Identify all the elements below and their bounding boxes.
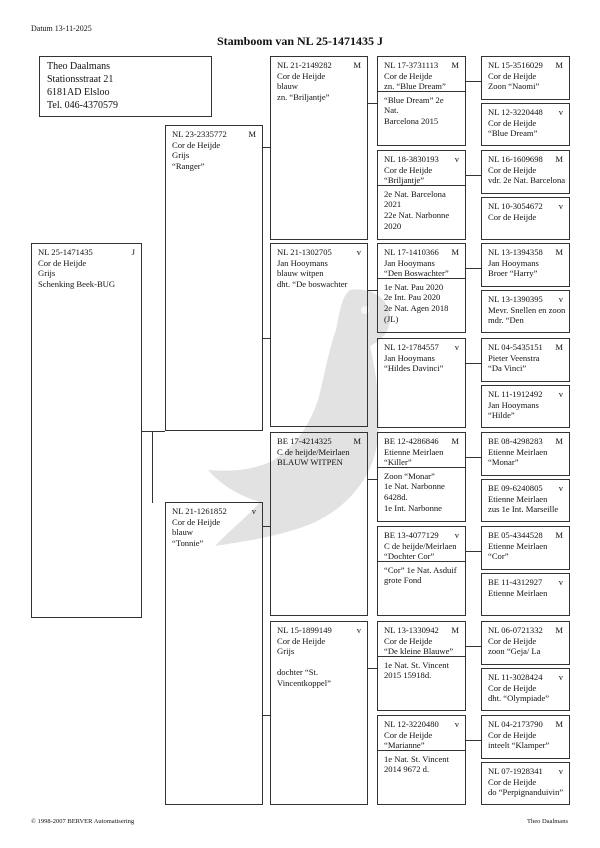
gen5-card (481, 103, 570, 146)
gen5-card (481, 621, 570, 665)
note-separator (378, 561, 465, 562)
note-separator (378, 750, 465, 751)
great-grandparent-card (377, 243, 466, 333)
great-grandparent-card (377, 432, 466, 522)
owner-phone: Tel. 046-4370579 (47, 100, 118, 111)
info-line: Cor de Heijde (384, 729, 433, 740)
ring-header (384, 436, 459, 447)
info-line: Cor de Heijde (488, 635, 537, 646)
gen5-card (481, 243, 570, 287)
info-line: Etienne Meirlaen (384, 446, 444, 457)
grandparent-card (270, 243, 368, 427)
connector-line (368, 668, 377, 669)
info-line: mdr. “Den (488, 315, 524, 326)
note-line: 2021 (384, 199, 402, 210)
note-line: Barcelona 2015 (384, 115, 439, 126)
info-line: Cor de Heijde (488, 776, 537, 787)
connector-line (263, 526, 270, 527)
ring-header (488, 577, 563, 588)
connector-line (263, 147, 270, 148)
ring-number: NL 10-3054672 (488, 201, 543, 211)
info-line: Jan Hooymans (277, 257, 328, 268)
sex-marker: M (555, 60, 563, 70)
note-line: 2e Int. Pau 2020 (384, 292, 441, 303)
sex-marker: M (451, 436, 459, 446)
info-line: blauw (172, 527, 194, 538)
info-line: Schenking Beek-BUG (38, 278, 116, 289)
info-line: Cor de Heijde (277, 70, 326, 81)
ring-number: BE 13-4077129 (384, 530, 439, 540)
sex-marker: M (353, 60, 361, 70)
info-line: Cor de Heijde (277, 635, 326, 646)
great-grandparent-card (377, 56, 466, 146)
ring-number: NL 12-1784557 (384, 342, 439, 352)
ring-number: NL 12-3220448 (488, 107, 543, 117)
info-line: zn. “Briljantje” (277, 91, 330, 102)
achievement-note (384, 471, 459, 513)
sex-marker: M (451, 60, 459, 70)
ring-number: BE 17-4214325 (277, 436, 332, 446)
connector-line (368, 290, 377, 291)
connector-line (466, 363, 481, 364)
info-line: Cor de Heijde (488, 729, 537, 740)
info-line: Cor de Heijde (38, 257, 87, 268)
great-grandparent-card (377, 526, 466, 616)
note-line: 1e Nat. St. Vincent (384, 659, 449, 670)
subject-card (31, 243, 142, 618)
connector-line (263, 715, 270, 716)
ring-header (277, 625, 361, 636)
info-line: zn. “Blue Dream” (384, 81, 446, 92)
note-line: “Blue Dream” 2e Nat. (384, 94, 444, 116)
info-line: Etienne Meirlaen (488, 446, 548, 457)
owner-name: Theo Daalmans (47, 61, 111, 72)
note-line: 22e Nat. Narbonne (384, 209, 450, 220)
sex-marker: M (451, 247, 459, 257)
info-line: Jan Hooymans (384, 352, 435, 363)
ring-number: BE 12-4286846 (384, 436, 439, 446)
gen5-card (481, 526, 570, 570)
ring-header (488, 389, 563, 400)
ring-number: NL 21-1302705 (277, 247, 332, 257)
ring-header (488, 483, 563, 494)
info-line: “Tonnie” (172, 537, 204, 548)
ring-number: NL 16-1609698 (488, 154, 543, 164)
note-separator (378, 656, 465, 657)
ring-header (384, 60, 459, 71)
ring-header (488, 672, 563, 683)
sex-marker: v (454, 719, 459, 729)
ring-header (488, 766, 563, 777)
note-line: 6428d. (384, 491, 408, 502)
info-line: C de heijde/Meirlaen (277, 446, 350, 457)
sex-marker: M (555, 625, 563, 635)
info-line: Broer “Harry” (488, 268, 538, 279)
ring-header (384, 154, 459, 165)
footer-copyright: © 1998-2007 BERVER Automatisering (31, 818, 135, 825)
gen5-card (481, 338, 570, 382)
ring-header (384, 530, 459, 541)
achievement-note (384, 282, 459, 324)
info-line: Cor de Heijde (488, 682, 537, 693)
info-line: “Hildes Davinci” (384, 363, 444, 374)
ring-number: NL 17-1410366 (384, 247, 439, 257)
info-line: dht. “De boswachter (277, 278, 348, 289)
achievement-note (384, 95, 459, 127)
note-line: 2e Nat. Agen 2018 (384, 302, 449, 313)
ring-number: NL 04-5435151 (488, 342, 543, 352)
connector-line (152, 431, 153, 503)
info-line: BLAUW WITPEN (277, 457, 343, 468)
ring-number: NL 06-0721332 (488, 625, 543, 635)
info-line: blauw witpen (277, 268, 324, 279)
sex-marker: M (451, 625, 459, 635)
ring-number: NL 11-3028424 (488, 672, 543, 682)
great-grandparent-card (377, 715, 466, 805)
info-line: “Blue Dream” (488, 128, 538, 139)
info-line: “Marianne” (384, 740, 425, 751)
date-label: Datum 13-11-2025 (31, 24, 92, 33)
note-line: 1e Nat. Pau 2020 (384, 281, 444, 292)
info-line: “Cor” (488, 551, 509, 562)
connector-line (368, 479, 377, 480)
info-line: blauw (277, 81, 299, 92)
ring-number: NL 11-1912492 (488, 389, 543, 399)
sex-marker: J (131, 247, 135, 257)
ring-header (488, 294, 563, 305)
gen5-card (481, 715, 570, 759)
ring-header (172, 506, 256, 517)
sex-marker: v (454, 342, 459, 352)
info-line: “Da Vinci” (488, 363, 527, 374)
ring-number: NL 12-3220480 (384, 719, 439, 729)
ring-number: NL 21-2149282 (277, 60, 332, 70)
ring-number: BE 11-4312927 (488, 577, 543, 587)
info-line: Grijs (172, 150, 190, 161)
great-grandparent-card (377, 338, 466, 428)
ring-number: NL 15-3516029 (488, 60, 543, 70)
info-line: vdr. 2e Nat. Barcelona (488, 175, 566, 186)
achievement-note (384, 660, 459, 681)
ring-number: NL 21-1261852 (172, 506, 227, 516)
info-line: dochter “St. (277, 667, 319, 678)
note-line: 2e Nat. Barcelona (384, 188, 446, 199)
connector-line (466, 175, 481, 176)
gen5-card (481, 573, 570, 616)
note-line: 1e Int. Narbonne (384, 502, 442, 513)
info-line: Cor de Heijde (172, 516, 221, 527)
ring-header (277, 247, 361, 258)
connector-line (466, 551, 481, 552)
ring-header (488, 436, 563, 447)
info-line: Cor de Heijde (172, 139, 221, 150)
ring-number: NL 23-2335772 (172, 129, 227, 139)
info-line: “Monar” (488, 457, 519, 468)
connector-line (466, 81, 481, 82)
gen5-card (481, 150, 570, 194)
sex-marker: v (454, 530, 459, 540)
owner-box (39, 56, 212, 117)
ring-header (384, 625, 459, 636)
ring-header (488, 107, 563, 118)
sex-marker: v (558, 389, 563, 399)
note-separator (378, 185, 465, 186)
note-line: (JL) (384, 313, 399, 324)
ring-header (384, 719, 459, 730)
info-line: Jan Hooymans (384, 257, 435, 268)
ring-number: NL 25-1471435 (38, 247, 93, 257)
ring-header (172, 129, 256, 140)
gen5-card (481, 197, 570, 240)
info-line: Vincentkoppel” (277, 677, 331, 688)
ring-number: NL 18-3830193 (384, 154, 439, 164)
connector-line (466, 646, 481, 647)
info-line: Cor de Heijde (488, 164, 537, 175)
ring-header (277, 60, 361, 71)
ring-header (384, 342, 459, 353)
grandparent-card (270, 621, 368, 805)
achievement-note (384, 189, 459, 231)
ring-header (488, 625, 563, 636)
footer-owner: Theo Daalmans (527, 818, 568, 825)
info-line: C de heijde/Meirlaen (384, 540, 457, 551)
ring-number: BE 09-6240805 (488, 483, 543, 493)
info-line (277, 657, 361, 668)
ring-number: NL 13-1390395 (488, 294, 543, 304)
ring-header (277, 436, 361, 447)
gen5-card (481, 56, 570, 100)
note-line: 2014 9672 d. (384, 764, 430, 775)
info-line: “De kleine Blauwe” (384, 646, 454, 657)
ring-header (488, 60, 563, 71)
sex-marker: v (356, 625, 361, 635)
owner-street: Stationsstraat 21 (47, 74, 114, 85)
info-line: Grijs (38, 268, 56, 279)
ring-number: NL 13-1394358 (488, 247, 543, 257)
ring-header (38, 247, 135, 258)
gen5-card (481, 290, 570, 333)
sex-marker: M (555, 436, 563, 446)
sex-marker: M (248, 129, 256, 139)
info-line: “Dochter Cor” (384, 551, 435, 562)
gen5-card (481, 668, 570, 711)
info-line: zus 1e Int. Marseille (488, 504, 559, 515)
info-line: “Briljantje” (384, 175, 425, 186)
sex-marker: v (558, 107, 563, 117)
info-line: Etienne Meirlaen (488, 587, 548, 598)
note-line: 2015 15918d. (384, 670, 432, 681)
info-line: Jan Hooymans (488, 257, 539, 268)
info-line: “Hilde” (488, 410, 515, 421)
sex-marker: v (558, 577, 563, 587)
info-line: Cor de Heijde (488, 117, 537, 128)
note-line: 1e Nat. Narbonne (384, 481, 445, 492)
ring-number: NL 04-2173790 (488, 719, 543, 729)
gen5-card (481, 432, 570, 476)
ring-number: NL 15-1899149 (277, 625, 332, 635)
note-line: grote Fond (384, 575, 422, 586)
info-line: inteelt “Klamper” (488, 740, 550, 751)
connector-line (263, 338, 270, 339)
parent-dam-card (165, 502, 263, 805)
info-line: Zoon “Naomi” (488, 81, 540, 92)
connector-line (466, 457, 481, 458)
ring-header (488, 247, 563, 258)
sex-marker: M (555, 719, 563, 729)
great-grandparent-card (377, 621, 466, 711)
info-line: “Killer” (384, 457, 412, 468)
owner-city: 6181AD Elsloo (47, 87, 110, 98)
note-separator (378, 467, 465, 468)
sex-marker: v (251, 506, 256, 516)
ring-header (488, 342, 563, 353)
info-line: Cor de Heijde (384, 70, 433, 81)
grandparent-card (270, 56, 368, 240)
ring-header (488, 530, 563, 541)
info-line: Pieter Veenstra (488, 352, 540, 363)
sex-marker: v (356, 247, 361, 257)
connector-line (466, 740, 481, 741)
connector-line (368, 103, 377, 104)
connector-line (466, 268, 481, 269)
note-separator (378, 91, 465, 92)
info-line: Cor de Heijde (488, 70, 537, 81)
ring-number: NL 17-3731113 (384, 60, 439, 70)
great-grandparent-card (377, 150, 466, 240)
parent-sire-card (165, 125, 263, 431)
connector-line (142, 431, 165, 432)
sex-marker: M (555, 154, 563, 164)
grandparent-card (270, 432, 368, 616)
ring-header (384, 247, 459, 258)
gen5-card (481, 479, 570, 522)
ring-header (488, 154, 563, 165)
ring-number: NL 13-1330942 (384, 625, 439, 635)
info-line: “Den Boswachter” (384, 268, 449, 279)
info-line: Cor de Heijde (384, 164, 433, 175)
info-line: do “Perpignanduivin” (488, 787, 564, 798)
note-line: 2020 (384, 220, 402, 231)
info-line: “Ranger” (172, 160, 205, 171)
ring-header (488, 719, 563, 730)
sex-marker: v (558, 766, 563, 776)
note-line: “Cor” 1e Nat. Asduif (384, 564, 457, 575)
info-line: Cor de Heijde (488, 211, 537, 222)
achievement-note (384, 754, 459, 775)
info-line: Mevr. Snellen en zoon (488, 304, 566, 315)
sex-marker: v (558, 483, 563, 493)
sex-marker: v (558, 294, 563, 304)
sex-marker: M (555, 342, 563, 352)
sex-marker: v (558, 201, 563, 211)
info-line: dht. “Olympiade” (488, 693, 550, 704)
note-line: Zoon “Monar” (384, 470, 435, 481)
sex-marker: v (454, 154, 459, 164)
sex-marker: v (558, 672, 563, 682)
info-line: zoon “Geja/ La (488, 646, 541, 657)
note-line: 1e Nat. St. Vincent (384, 753, 449, 764)
info-line: Etienne Meirlaen (488, 540, 548, 551)
info-line: Grijs (277, 646, 295, 657)
page-title: Stamboom van NL 25-1471435 J (216, 34, 383, 48)
ring-number: BE 08-4298283 (488, 436, 543, 446)
ring-number: BE 05-4344528 (488, 530, 543, 540)
gen5-card (481, 385, 570, 428)
info-line: Jan Hooymans (488, 399, 539, 410)
info-line: Cor de Heijde (384, 635, 433, 646)
sex-marker: M (555, 247, 563, 257)
ring-number: NL 07-1928341 (488, 766, 543, 776)
sex-marker: M (555, 530, 563, 540)
ring-header (488, 201, 563, 212)
achievement-note (384, 565, 459, 586)
info-line: Etienne Meirlaen (488, 493, 548, 504)
gen5-card (481, 762, 570, 805)
sex-marker: M (353, 436, 361, 446)
note-separator (378, 278, 465, 279)
